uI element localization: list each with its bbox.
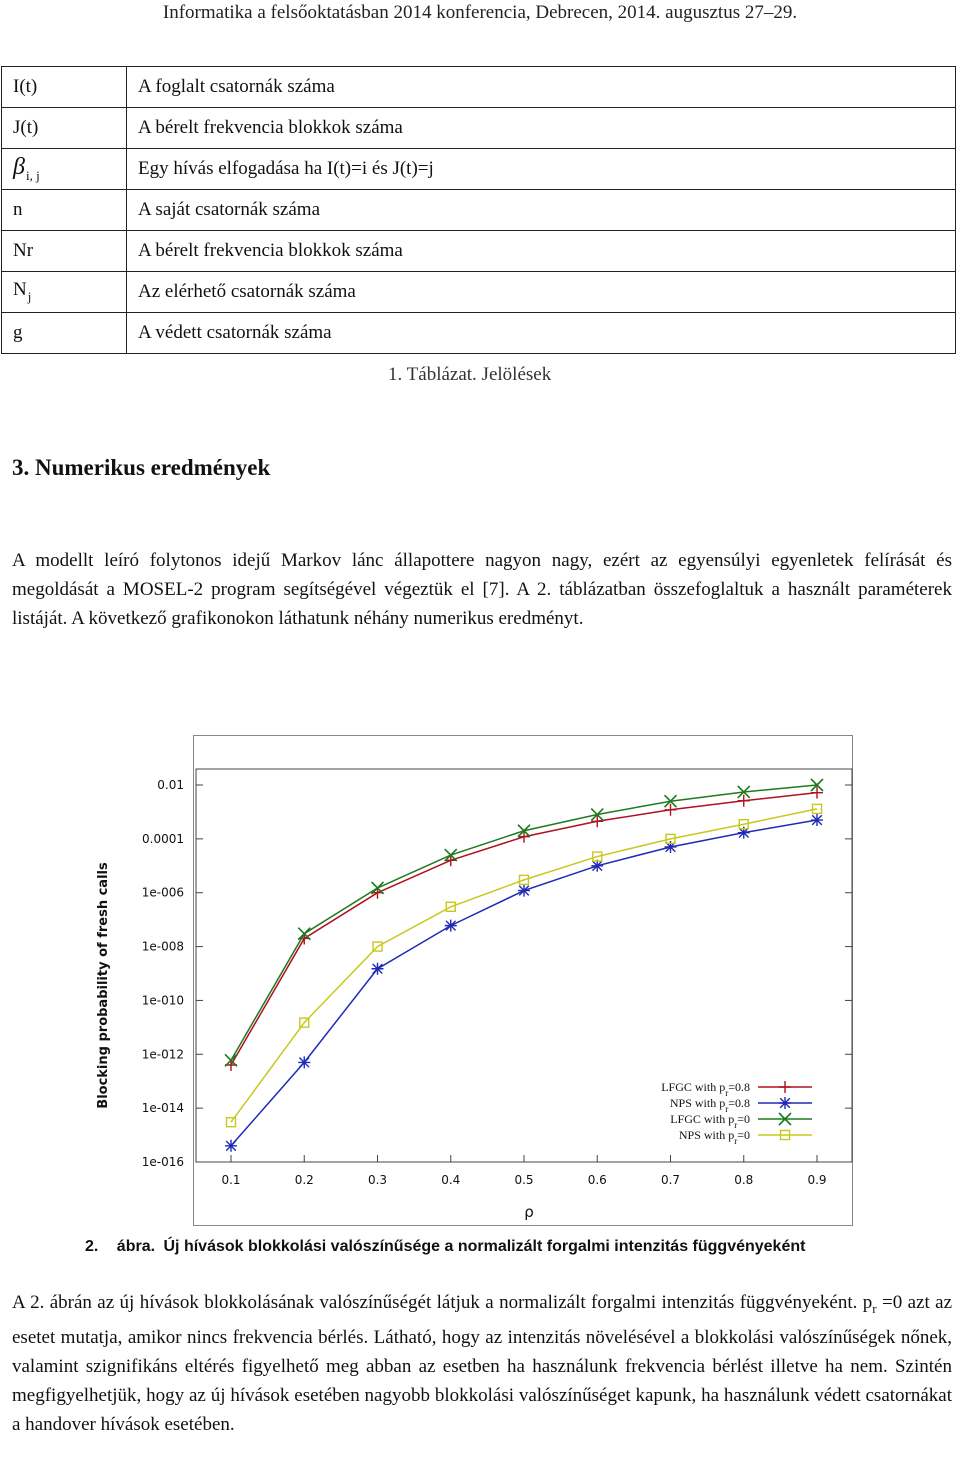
data-point: [811, 814, 823, 826]
data-point: [225, 1140, 237, 1152]
plot-area: [196, 769, 852, 1162]
table-row: [2, 190, 956, 231]
y-tick-label: 0.0001: [142, 831, 184, 846]
y-tick-label: 1e-010: [141, 993, 184, 1008]
x-tick-label: 0.4: [441, 1173, 461, 1187]
data-point: [518, 885, 530, 897]
notation-table: [1, 66, 956, 354]
series-line: [231, 785, 817, 1060]
symbol-cell: I(t): [2, 67, 127, 108]
symbol-cell: [2, 272, 127, 313]
table-row: [2, 272, 956, 313]
description-cell: Az elérhető csatornák száma: [127, 272, 956, 313]
y-axis-label: Blocking probability of fresh calls: [96, 862, 111, 1109]
pr-symbol: [862, 1292, 877, 1316]
y-tick-label: 0.01: [157, 778, 184, 792]
series-line: [231, 809, 817, 1122]
symbol-cell: n: [2, 190, 127, 231]
running-head: Informatika a felsőoktatásban 2014 konferencia, Debrecen, 2014. augusztus 27–29.: [162, 2, 798, 23]
body-paragraph: A modellt leíró folytonos idejű Markov lánc állapottere nagyon nagy, ezért az egyensúlyi egyenletek felírását és megoldását a MOSEL-2 program segítségével végeztük el [7]. A 2. táblázatban összefoglaltuk a használt paraméterek listáját. A következő grafikonokon láthatunk néhány numerikus eredményt.: [12, 550, 952, 629]
x-tick-label: 0.2: [294, 1173, 314, 1187]
table-row: [2, 108, 956, 149]
figure-label: ábra.: [116, 1238, 156, 1255]
table-caption: 1. Táblázat. Jelölések: [388, 364, 552, 385]
legend-label: LFGC with $p_r=0.8$: [661, 1080, 750, 1098]
data-point: [372, 963, 384, 975]
section-heading: 3. Numerikus eredmények: [12, 455, 271, 480]
legend-label: NPS with $p_r=0$: [678, 1128, 750, 1146]
table-row: [2, 67, 956, 108]
description-cell: A foglalt csatornák száma: [127, 67, 956, 108]
symbol-main: N: [13, 279, 27, 300]
symbol-cell: Nr: [2, 231, 127, 272]
table-row: [2, 231, 956, 272]
symbol-cell: J(t): [2, 108, 127, 149]
y-tick-label: 1e-016: [141, 1155, 184, 1169]
x-tick-label: 0.7: [660, 1173, 681, 1187]
legend-marker: [779, 1097, 791, 1109]
x-tick-label: 0.6: [587, 1173, 607, 1187]
x-tick-label: 0.8: [734, 1173, 754, 1187]
paragraph-text: =0 azt az esetet mutatja, amikor nincs frekvencia bérlés. Látható, hogy az intenzitás növelésével a blokkolási valószínűségek nőnek, valamint szignifikáns eltérés figyelhető meg abban az esetben ha használunk frekvencia bérlést illetve ha nem. Szintén megfigyelhetjük, hogy az új hívások esetében nagyobb blokkolási valószínűséget kapunk, ha használunk védett csatornákat a handover hívások esetében.: [12, 1292, 953, 1435]
description-cell: Egy hívás elfogadása ha I(t)=i és J(t)=j: [127, 149, 956, 190]
figure-caption: [85, 1238, 805, 1256]
data-point: [445, 920, 457, 932]
description-cell: A saját csatornák száma: [127, 190, 956, 231]
description-cell: A védett csatornák száma: [127, 313, 956, 354]
figure-number: 2.: [85, 1238, 99, 1255]
pr-letter: p: [862, 1292, 873, 1313]
description-cell: A bérelt frekvencia blokkok száma: [127, 231, 956, 272]
x-axis-label: ρ: [524, 1203, 534, 1221]
x-tick-label: 0.3: [367, 1173, 388, 1187]
blocking-probability-chart: [85, 735, 855, 1225]
symbol-cell: [2, 149, 127, 190]
paragraph-text: A 2. ábrán az új hívások blokkolásának valószínűségét látjuk a normalizált forgalmi intenzitás függvényeként.: [12, 1292, 858, 1313]
symbol-subscript: j: [27, 289, 32, 304]
legend-label: LFGC with $p_r=0$: [670, 1112, 750, 1130]
x-tick-label: 0.1: [221, 1173, 241, 1187]
y-tick-label: 1e-014: [141, 1101, 184, 1116]
figure-caption-text: Új hívások blokkolási valószínűsége a normalizált forgalmi intenzitás függvényeként: [163, 1238, 806, 1255]
legend-marker: [779, 1081, 791, 1093]
data-point: [298, 1056, 310, 1068]
symbol-cell: g: [2, 313, 127, 354]
y-tick-label: 1e-006: [141, 885, 184, 900]
symbol-subscript: i, j: [25, 168, 40, 183]
description-cell: A bérelt frekvencia blokkok száma: [127, 108, 956, 149]
table-row: [2, 313, 956, 354]
x-tick-label: 0.5: [514, 1173, 534, 1187]
beta-symbol: β: [13, 154, 25, 180]
table-row: [2, 149, 956, 190]
data-point: [591, 815, 603, 827]
y-tick-label: 1e-008: [141, 939, 184, 954]
x-tick-label: 0.9: [807, 1173, 827, 1187]
pr-subscript: r: [872, 1300, 877, 1316]
legend-label: NPS with $p_r=0.8$: [669, 1096, 750, 1114]
y-tick-label: 1e-012: [141, 1047, 184, 1062]
body-paragraph: [12, 1288, 952, 1439]
